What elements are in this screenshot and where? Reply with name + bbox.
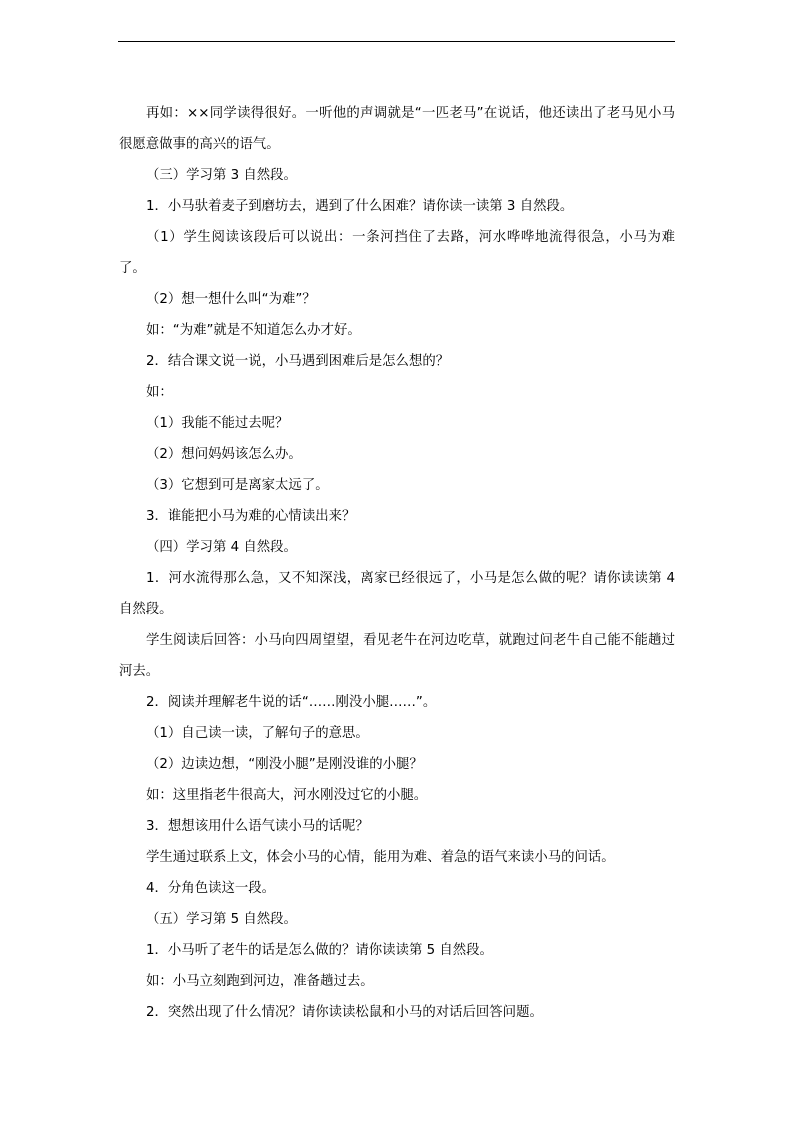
paragraph: 如：“为难”就是不知道怎么办才好。 <box>146 323 361 338</box>
section-heading: （三）学习第 3 自然段。 <box>146 168 297 183</box>
paragraph: 2．突然出现了什么情况？请你读读松鼠和小马的对话后回答问题。 <box>146 1005 543 1020</box>
section-heading: （四）学习第 4 自然段。 <box>146 540 297 555</box>
paragraph: 如：这里指老牛很高大，河水刚没过它的小腿。 <box>146 788 428 803</box>
paragraph: 学生阅读后回答：小马向四周望望，看见老牛在河边吃草，就跑过问老牛自己能不能趟过河去。 <box>119 633 675 679</box>
paragraph: 2．阅读并理解老牛说的话“……刚没小腿……”。 <box>146 695 437 710</box>
paragraph: （2）想一想什么叫“为难”？ <box>146 292 316 307</box>
paragraph: 如：小马立刻跑到河边，准备趟过去。 <box>146 974 374 989</box>
paragraph: 再如：××同学读得很好。一听他的声调就是“一匹老马”在说话，他还读出了老马见小马很愿意做事的高兴的语气。 <box>119 106 675 152</box>
paragraph: （2）想问妈妈该怎么办。 <box>146 447 302 462</box>
header-rule <box>118 41 675 42</box>
paragraph: （3）它想到可是离家太远了。 <box>146 478 329 493</box>
section-heading: （五）学习第 5 自然段。 <box>146 912 297 927</box>
paragraph: 1．小马听了老牛的话是怎么做的？请你读读第 5 自然段。 <box>146 943 493 958</box>
paragraph: 3．想想该用什么语气读小马的话呢？ <box>146 819 369 834</box>
paragraph: 学生通过联系上文，体会小马的心情，能用为难、着急的语气来读小马的问话。 <box>146 850 615 865</box>
document-body <box>119 98 675 1028</box>
paragraph: （1）我能不能过去呢？ <box>146 416 289 431</box>
paragraph: 1．小马驮着麦子到磨坊去，遇到了什么困难？请你读一读第 3 自然段。 <box>146 199 574 214</box>
paragraph: 1．河水流得那么急，又不知深浅，离家已经很远了，小马是怎么做的呢？请你读读第 4 自然段。 <box>119 571 675 617</box>
paragraph: 3．谁能把小马为难的心情读出来？ <box>146 509 356 524</box>
paragraph: 如： <box>146 385 173 400</box>
paragraph: （1）学生阅读该段后可以说出：一条河挡住了去路，河水哗哗地流得很急，小马为难了。 <box>119 230 675 276</box>
paragraph: （1）自己读一读，了解句子的意思。 <box>146 726 369 741</box>
paragraph: 2．结合课文说一说，小马遇到困难后是怎么想的？ <box>146 354 450 369</box>
paragraph: （2）边读边想，“刚没小腿”是刚没谁的小腿？ <box>146 757 423 772</box>
paragraph: 4．分角色读这一段。 <box>146 881 276 896</box>
